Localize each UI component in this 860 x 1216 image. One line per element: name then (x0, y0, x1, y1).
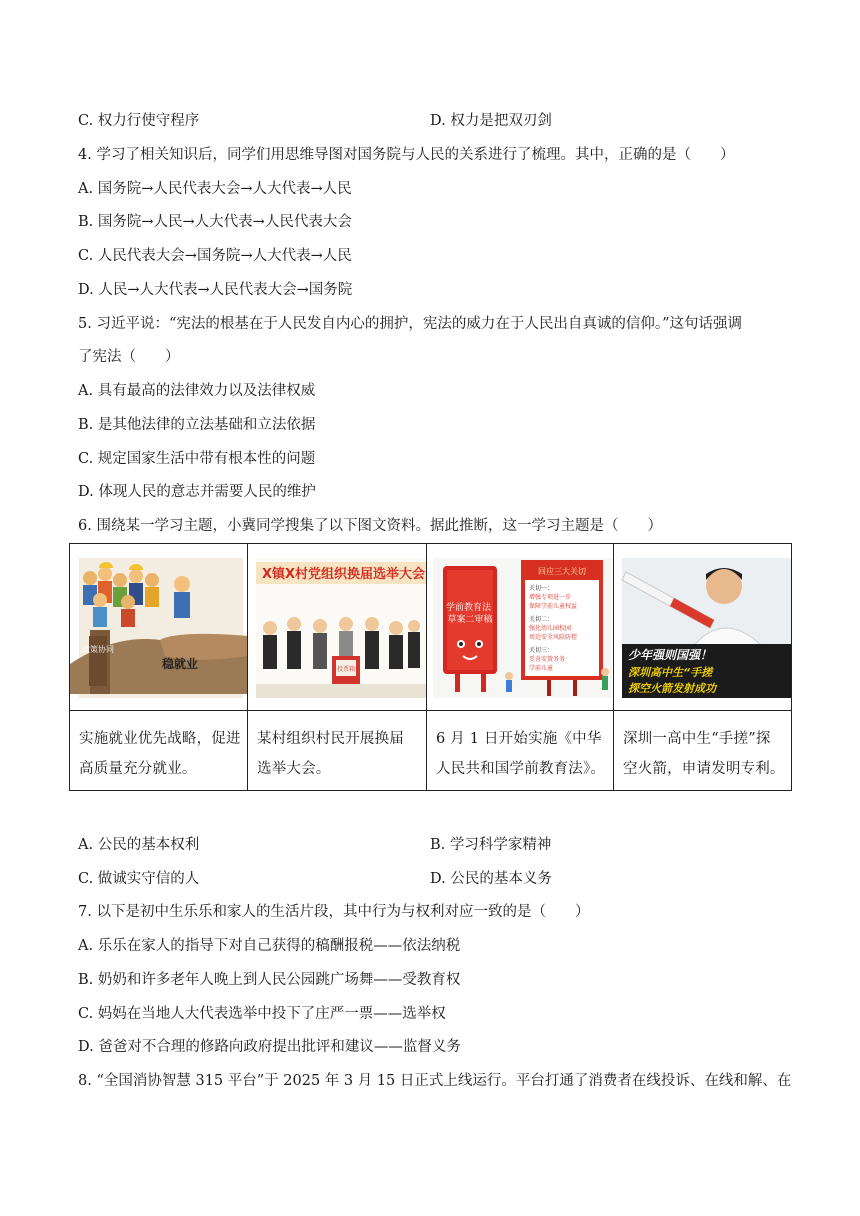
q3-option-d: D. 权力是把双刃剑 (430, 113, 552, 129)
q4-stem: 4. 学习了相关知识后，同学们用思维导图对国务院与人民的关系进行了梳理。其中，正确的是（ ） (78, 147, 735, 163)
q5-option-d: D. 体现人民的意志并需要人民的维护 (78, 484, 316, 500)
q4-option-a: A. 国务院→人民代表大会→人大代表→人民 (78, 181, 352, 197)
q6-option-d: D. 公民的基本义务 (430, 871, 552, 887)
q8-stem: 8. “全国消协智慧 315 平台”于 2025 年 3 月 15 日正式上线运行。平台打通了消费者在线投诉、在线和解、在 (78, 1073, 792, 1089)
caption-4-line-2: 空火箭，申请发明专利。 (623, 761, 785, 777)
svg-text:保障学前儿童权益: 保障学前儿童权益 (529, 603, 578, 610)
q5-stem-line2: 了宪法（ ） (78, 349, 180, 365)
q6-image-cell-3 (427, 544, 614, 711)
q6-option-c: C. 做诚实守信的人 (78, 871, 200, 887)
q6-option-b: B. 学习科学家精神 (430, 837, 552, 853)
q4-option-d: D. 人民→人大代表→人民代表大会→国务院 (78, 282, 353, 298)
q6-caption-3 (427, 711, 614, 791)
svg-text:学前儿童: 学前儿童 (529, 665, 554, 672)
q6-option-a: A. 公民的基本权利 (78, 837, 200, 853)
caption-4-line-1: 深圳一高中生“手搓”探 (623, 731, 771, 747)
q6-image-cell-2 (248, 544, 427, 711)
rocket-student-photo (614, 544, 791, 710)
q7-option-d: D. 爸爸对不合理的修路向政府提出批评和建议——监督义务 (78, 1039, 461, 1055)
svg-text:关切二：: 关切二： (529, 616, 554, 623)
q6-caption-1 (70, 711, 248, 791)
q7-option-c: C. 妈妈在当地人大代表选举中投下了庄严一票——选举权 (78, 1006, 446, 1022)
caption-2-line-2: 选举大会。 (257, 761, 331, 777)
q6-material-table (69, 543, 792, 791)
preschool-law-illustration (427, 544, 613, 710)
policy-coordination-label: 政策协同 (82, 645, 114, 654)
caption-1-line-1: 实施就业优先战略，促进 (79, 731, 241, 747)
q4-option-b: B. 国务院→人民→人大代表→人民代表大会 (78, 214, 352, 230)
q5-stem-line1: 5. 习近平说：“宪法的根基在于人民发自内心的拥护，宪法的威力在于人民出自真诚的信仰。”这句话强调 (78, 316, 743, 332)
caption-3-line-1: 6 月 1 日开始实施《中华 (436, 731, 602, 747)
election-illustration (248, 544, 426, 710)
q5-option-b: B. 是其他法律的立法基础和立法依据 (78, 417, 316, 433)
q7-option-a: A. 乐乐在家人的指导下对自己获得的稿酬报税——依法纳税 (78, 938, 461, 954)
q5-option-c: C. 规定国家生活中带有根本性的问题 (78, 451, 316, 467)
svg-text:周边安全风险防控: 周边安全风险防控 (529, 634, 578, 641)
q3-option-c: C. 权力行使守程序 (78, 113, 200, 129)
svg-text:关切三：: 关切三： (529, 647, 554, 654)
law-book-title: 学前教育法 草案二审稿 (446, 603, 493, 625)
q6-caption-4 (614, 711, 792, 791)
q7-stem: 7. 以下是初中生乐乐和家人的生活片段，其中行为与权利对应一致的是（ ） (78, 904, 590, 920)
svg-text:关切一：: 关切一： (529, 585, 554, 592)
svg-text:增强专项进一步: 增强专项进一步 (529, 594, 572, 601)
ballot-box-label: 投票箱 (336, 666, 356, 673)
svg-text:强化幼儿园校园: 强化幼儿园校园 (529, 625, 572, 632)
q6-image-cell-1 (70, 544, 248, 711)
q6-caption-2 (248, 711, 427, 791)
employment-illustration (70, 544, 247, 710)
q7-option-b: B. 奶奶和许多老年人晚上到人民公园跳广场舞——受教育权 (78, 972, 461, 988)
caption-3-line-2: 人民共和国学前教育法》。 (436, 761, 606, 777)
svg-text:妥善安置务务: 妥善安置务务 (529, 656, 566, 663)
news-headline-2: 探空火箭发射成功 (628, 682, 716, 695)
caption-1-line-2: 高质量充分就业。 (79, 761, 197, 777)
stable-employment-label: 稳就业 (162, 657, 199, 671)
caption-2-line-1: 某村组织村民开展换届 (257, 731, 404, 747)
slogan-text: 少年强则国强！ (628, 648, 713, 662)
q6-image-cell-4 (614, 544, 792, 711)
board-title: 回应三大关切 (538, 567, 586, 576)
q6-stem: 6. 围绕某一学习主题，小冀同学搜集了以下图文资料。据此推断，这一学习主题是（ ） (78, 518, 662, 534)
election-banner-text: X镇X村党组织换届选举大会 (262, 567, 426, 582)
news-headline-1: 深圳高中生“手搓 (628, 666, 713, 679)
q4-option-c: C. 人民代表大会→国务院→人大代表→人民 (78, 248, 352, 264)
q5-option-a: A. 具有最高的法律效力以及法律权威 (78, 383, 316, 399)
